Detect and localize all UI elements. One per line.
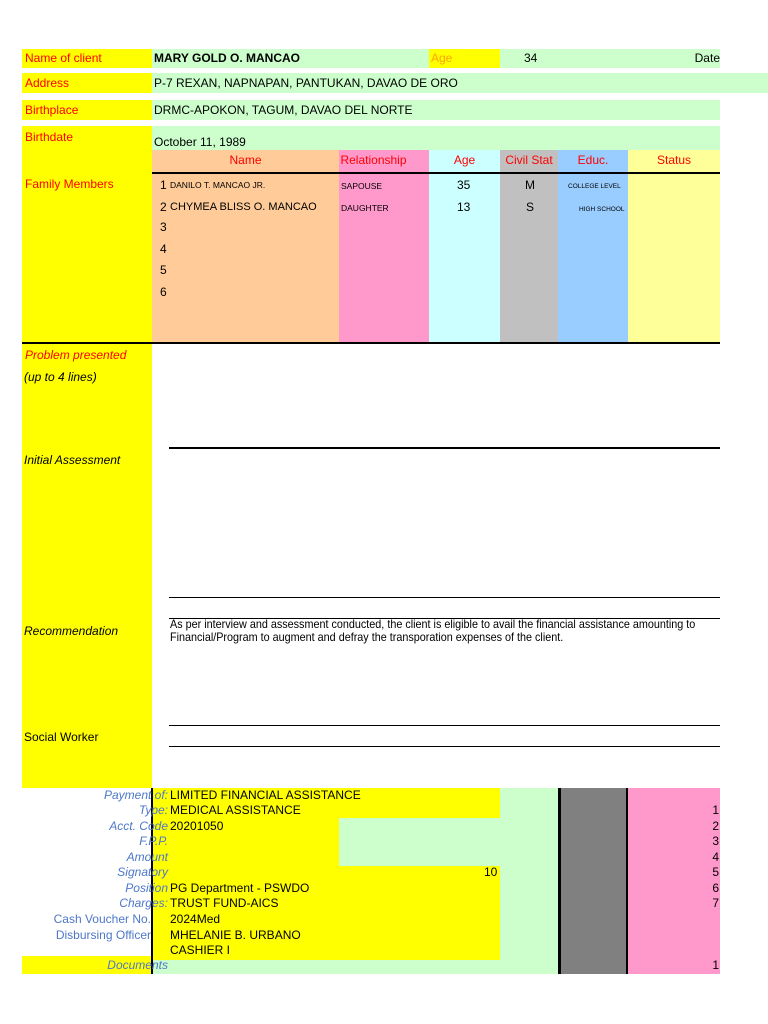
member-age: 13 xyxy=(457,200,471,214)
header-civil-status: Civil Stat xyxy=(505,153,553,167)
social-worker-label: Social Worker xyxy=(24,730,99,744)
position-label: Position xyxy=(125,881,168,895)
client-birthdate: October 11, 1989 xyxy=(152,126,720,150)
member-age: 35 xyxy=(457,178,471,192)
header-status: Status xyxy=(656,153,692,167)
documents-label: Documents xyxy=(107,958,168,972)
fpp-label: F.P.P. xyxy=(139,834,168,848)
client-name: MARY GOLD O. MANCAO xyxy=(154,51,300,65)
birthdate-label: Birthdate xyxy=(22,126,152,150)
member-number: 3 xyxy=(160,220,167,234)
charges-label: Charges: xyxy=(119,896,168,910)
problem-presented-label: Problem presented xyxy=(25,348,127,362)
initial-assessment-label: Initial Assessment xyxy=(24,453,121,467)
address-label: Address xyxy=(22,73,152,93)
type-value: MEDICAL ASSISTANCE xyxy=(170,803,301,817)
member-civil-status: S xyxy=(526,200,535,214)
disbursing-officer-label: Disbursing Officer xyxy=(55,928,151,942)
assessment-rule xyxy=(169,597,720,598)
client-age: 34 xyxy=(524,51,538,65)
family-bottom-rule xyxy=(22,342,720,344)
social-worker-rule-1 xyxy=(169,725,720,726)
header-relationship: Relationship xyxy=(340,153,407,167)
payment-green-fpp xyxy=(339,818,500,866)
signatory-number: 10 xyxy=(484,865,498,879)
client-birthplace: DRMC-APOKON, TAGUM, DAVAO DEL NORTE xyxy=(152,100,720,120)
problem-presented-sublabel: (up to 4 lines) xyxy=(24,370,97,384)
member-relationship: DAUGHTER xyxy=(341,203,389,213)
type-label: Type: xyxy=(138,803,168,817)
client-address: P-7 REXAN, NAPNAPAN, PANTUKAN, DAVAO DE ORO xyxy=(152,73,768,93)
member-name: CHYMEA BLISS O. MANCAO xyxy=(170,201,317,213)
amount-label: Amount xyxy=(126,850,168,864)
family-header-rule xyxy=(152,172,720,174)
member-civil-status: M xyxy=(525,178,535,192)
birthplace-label: Birthplace xyxy=(22,100,152,120)
table-row xyxy=(152,177,720,197)
charges-value: TRUST FUND-AICS xyxy=(170,896,279,910)
header-age: Age xyxy=(453,153,476,167)
document-number: 4 xyxy=(712,850,719,864)
age-label-cell xyxy=(429,49,500,68)
member-number: 4 xyxy=(160,242,167,256)
document-number: 6 xyxy=(712,881,719,895)
position-value: PG Department - PSWDO xyxy=(170,881,310,895)
payment-green-col xyxy=(500,788,558,974)
member-education: HIGH SCHOOL xyxy=(579,206,625,213)
table-row xyxy=(152,199,720,219)
payment-green-bottom xyxy=(152,960,500,974)
member-relationship: SAPOUSE xyxy=(341,181,383,191)
header-education: Educ. xyxy=(577,153,609,167)
document-number: 5 xyxy=(712,865,719,879)
document-number: 7 xyxy=(712,896,719,910)
payment-of-value: LIMITED FINANCIAL ASSISTANCE xyxy=(170,788,361,802)
disbursing-officer-value: MHELANIE B. URBANO xyxy=(170,928,301,942)
acct-code-label: Acct. Code xyxy=(109,819,168,833)
document-number: 1 xyxy=(712,803,719,817)
member-number: 6 xyxy=(160,285,167,299)
recommendation-text-1: As per interview and assessment conducted, the client is eligible to avail the financial assistance amounting to xyxy=(170,617,696,631)
cash-voucher-label: Cash Voucher No. xyxy=(53,912,151,926)
recommendation-text-2: Financial/Program to augment and defray the transporation expenses of the client. xyxy=(170,630,564,644)
member-number: 5 xyxy=(160,263,167,277)
disbursing-officer-title: CASHIER I xyxy=(170,943,231,957)
documents-count: 1 xyxy=(712,958,719,972)
cash-voucher-value: 2024Med xyxy=(170,912,221,926)
signatory-label: Signatory xyxy=(117,865,168,879)
payment-of-label: Payment of: xyxy=(103,788,168,802)
member-number: 1 xyxy=(160,178,167,192)
age-label: Age xyxy=(431,51,453,65)
document-number: 2 xyxy=(712,819,719,833)
acct-code-value: 20201050 xyxy=(170,819,224,833)
payment-gray-col xyxy=(558,788,628,974)
document-number: 3 xyxy=(712,834,719,848)
family-members-label: Family Members xyxy=(25,177,114,191)
social-worker-rule-2 xyxy=(169,746,720,747)
name-of-client-label: Name of client xyxy=(22,49,152,68)
member-education: COLLEGE LEVEL xyxy=(568,183,621,190)
header-name: Name xyxy=(229,153,262,167)
date-label: Date xyxy=(694,51,720,65)
recommendation-label: Recommendation xyxy=(24,624,119,638)
problem-rule xyxy=(169,447,720,449)
member-name: DANILO T. MANCAO JR. xyxy=(170,180,266,190)
member-number: 2 xyxy=(160,200,167,214)
